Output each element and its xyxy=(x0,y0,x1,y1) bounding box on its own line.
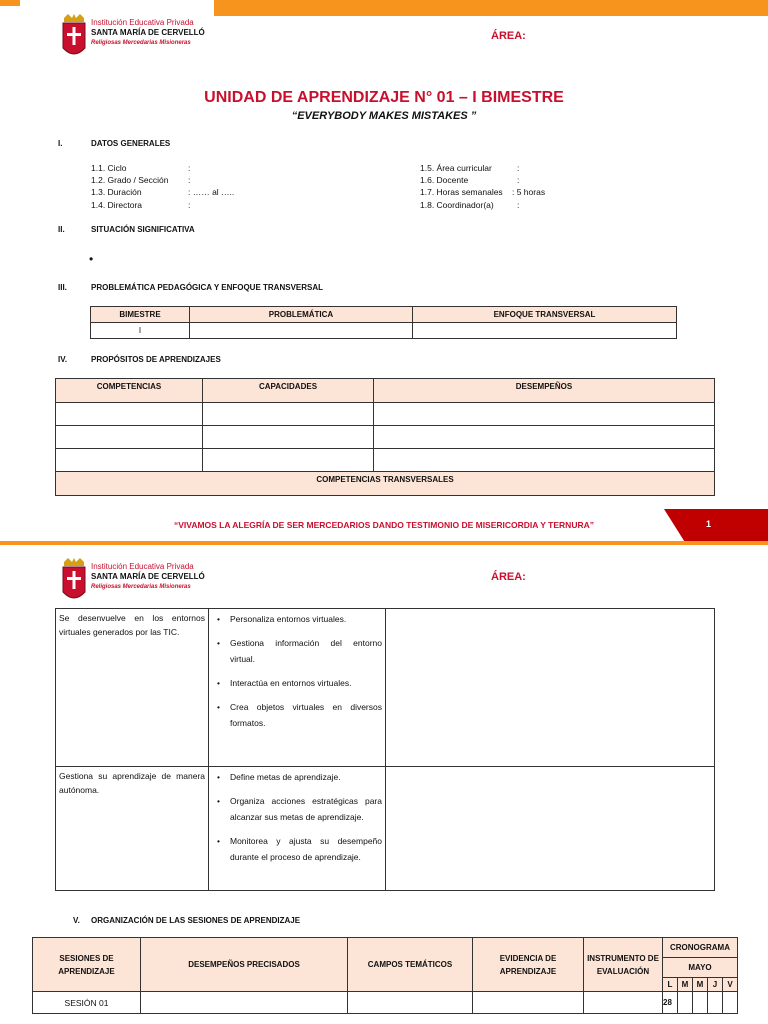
section-number: V. xyxy=(73,916,80,925)
institution-logo xyxy=(60,12,220,62)
header-orange-bar xyxy=(214,0,768,16)
page-number-tab xyxy=(664,509,768,542)
field-duracion-value: : …… al ….. xyxy=(188,187,235,197)
section-number: I. xyxy=(58,139,63,148)
session-label: SESIÓN 01 xyxy=(33,992,141,1014)
cell-problematica xyxy=(190,323,413,339)
field-ciclo-label: 1.1. Ciclo xyxy=(91,163,127,173)
capacidad-item: • Crea objetos virtuales en diversos formatos. xyxy=(212,699,382,731)
capacidad-item: • Interactúa en entornos virtuales. xyxy=(212,675,382,691)
institution-logo-page2 xyxy=(60,556,220,606)
col-header-enfoque: ENFOQUE TRANSVERSAL xyxy=(413,307,677,323)
day-header: V xyxy=(723,978,738,992)
col-header-campos: CAMPOS TEMÁTICOS xyxy=(348,938,473,992)
day-header: L xyxy=(663,978,678,992)
col-header-evidencia: EVIDENCIA DE APRENDIZAJE xyxy=(473,938,584,992)
section-number: IV. xyxy=(58,355,68,364)
bullet-point: • xyxy=(89,252,94,266)
section-title-propositos: PROPÓSITOS DE APRENDIZAJES xyxy=(91,355,221,364)
field-horas-value: : 5 horas xyxy=(512,187,546,197)
month-header: MAYO xyxy=(663,958,738,978)
table-row xyxy=(56,426,715,449)
col-header-problematica: PROBLEMÁTICA xyxy=(190,307,413,323)
day-header: M xyxy=(678,978,693,992)
col-header-capacidades: CAPACIDADES xyxy=(203,379,374,403)
institution-type: Institución Educativa Privada xyxy=(91,18,194,27)
field-directora-label: 1.4. Directora xyxy=(91,200,143,210)
field-coordinador-value: : xyxy=(517,200,520,210)
col-header-desempenos: DESEMPEÑOS xyxy=(374,379,715,403)
day-cell xyxy=(693,992,708,1014)
capacidad-item: • Personaliza entornos virtuales. xyxy=(212,611,382,627)
field-coordinador-label: 1.8. Coordinador(a) xyxy=(420,200,494,210)
section-title-organizacion: ORGANIZACIÓN DE LAS SESIONES DE APRENDIZAJE xyxy=(91,916,301,925)
competencia-text: Gestiona su aprendizaje de manera autónoma. xyxy=(59,771,205,795)
capacidad-item: • Monitorea y ajusta su desempeño durante el proceso de aprendizaje. xyxy=(212,833,382,865)
area-label: ÁREA: xyxy=(491,30,526,42)
cell-enfoque xyxy=(413,323,677,339)
table-row xyxy=(56,403,715,426)
table-row xyxy=(56,609,715,767)
section-title-problematica: PROBLEMÁTICA PEDAGÓGICA Y ENFOQUE TRANSVERSAL xyxy=(91,283,324,292)
table-row xyxy=(56,449,715,472)
institution-congregation: Religiosas Mercedarias Misioneras xyxy=(91,40,191,46)
day-cell xyxy=(678,992,693,1014)
propositos-table xyxy=(55,378,715,496)
col-header-desempenos-precisados: DESEMPEÑOS PRECISADOS xyxy=(141,938,348,992)
crest-icon xyxy=(60,12,88,60)
field-area-label: 1.5. Área curricular xyxy=(420,163,492,173)
table-row xyxy=(56,767,715,891)
institution-name: SANTA MARÍA DE CERVELLÓ xyxy=(91,572,205,581)
document-title: UNIDAD DE APRENDIZAJE N° 01 – I BIMESTRE xyxy=(204,89,564,106)
day-header: J xyxy=(708,978,723,992)
day-cell xyxy=(708,992,723,1014)
field-ciclo-value: : xyxy=(188,163,191,173)
section-number: II. xyxy=(58,225,65,234)
competencia-text: Se desenvuelve en los entornos virtuales generados por las TIC. xyxy=(59,613,205,637)
col-header-bimestre: BIMESTRE xyxy=(91,307,190,323)
page-number: 1 xyxy=(706,519,712,529)
institution-congregation: Religiosas Mercedarias Misioneras xyxy=(91,584,191,590)
footer-motto: “VIVAMOS LA ALEGRÍA DE SER MERCEDARIOS DANDO TESTIMONIO DE MISERICORDIA Y TERNURA” xyxy=(174,520,594,530)
field-duracion-label: 1.3. Duración xyxy=(91,187,142,197)
section-title-datos: DATOS GENERALES xyxy=(91,139,171,148)
capacidad-item: • Gestiona información del entorno virtual. xyxy=(212,635,382,667)
sesiones-table xyxy=(32,937,738,1014)
field-horas-label: 1.7. Horas semanales xyxy=(420,187,503,197)
col-header-competencias: COMPETENCIAS xyxy=(56,379,203,403)
day-cell xyxy=(723,992,738,1014)
field-grado-value: : xyxy=(188,175,191,185)
col-header-cronograma: CRONOGRAMA xyxy=(663,938,738,958)
day-header: M xyxy=(693,978,708,992)
cell-bimestre: I xyxy=(91,323,190,339)
field-area-value: : xyxy=(517,163,520,173)
institution-type: Institución Educativa Privada xyxy=(91,562,194,571)
field-docente-label: 1.6. Docente xyxy=(420,175,469,185)
section-number: III. xyxy=(58,283,67,292)
document-subtitle: “EVERYBODY MAKES MISTAKES ” xyxy=(291,110,477,122)
transversal-competencias-table xyxy=(55,608,715,891)
crest-icon xyxy=(60,556,88,604)
col-header-sesiones: SESIONES DE APRENDIZAJE xyxy=(33,938,141,992)
capacidad-item: • Define metas de aprendizaje. xyxy=(212,769,382,785)
footer-orange-line xyxy=(0,541,768,545)
header-orange-bar-left xyxy=(0,0,20,6)
field-docente-value: : xyxy=(517,175,520,185)
institution-name: SANTA MARÍA DE CERVELLÓ xyxy=(91,28,205,37)
field-grado-label: 1.2. Grado / Sección xyxy=(91,175,169,185)
col-header-instrumento: INSTRUMENTO DE EVALUACIÓN xyxy=(584,938,663,992)
competencias-transversales-header: COMPETENCIAS TRANSVERSALES xyxy=(56,472,715,496)
day-cell: 28 xyxy=(663,992,678,1014)
section-title-situacion: SITUACIÓN SIGNIFICATIVA xyxy=(91,225,195,234)
problematica-table xyxy=(90,306,677,339)
area-label-page2: ÁREA: xyxy=(491,571,526,583)
table-row xyxy=(33,992,738,1014)
capacidad-item: • Organiza acciones estratégicas para alcanzar sus metas de aprendizaje. xyxy=(212,793,382,825)
field-directora-value: : xyxy=(188,200,191,210)
